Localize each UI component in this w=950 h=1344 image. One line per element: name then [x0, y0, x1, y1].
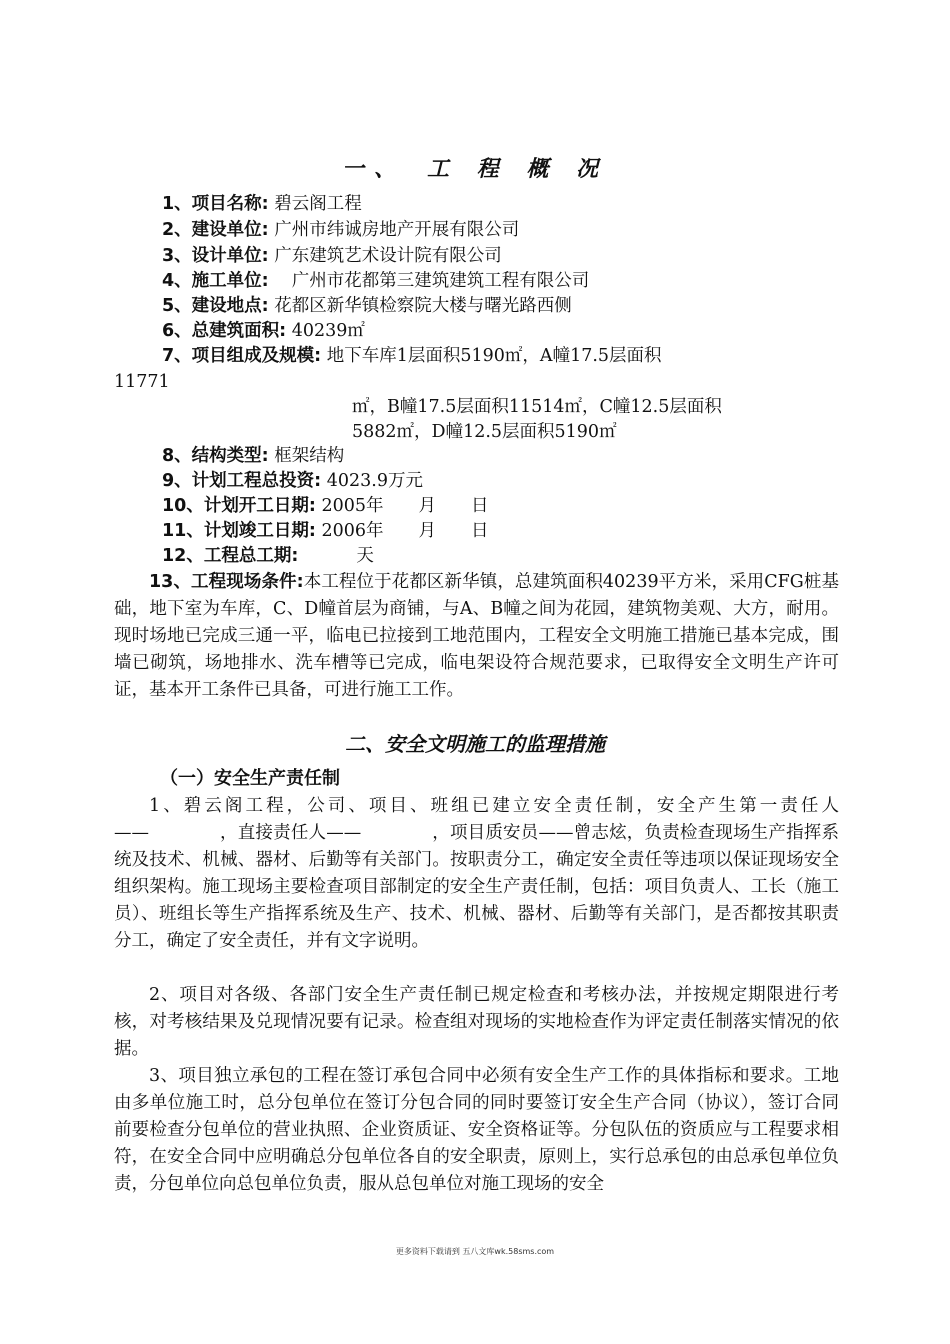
- item-label: 11、计划竣工日期:: [162, 521, 316, 541]
- footer-watermark: 更多资料下载请到 五八文库wk.58sms.com: [395, 1247, 555, 1256]
- item-value: 碧云阁工程: [274, 194, 362, 214]
- item-total-area: [162, 318, 365, 344]
- item-project-name: [162, 191, 362, 217]
- item-value: 花都区新华镇检察院大楼与曙光路西侧: [274, 296, 572, 316]
- item-label: 8、结构类型:: [162, 446, 269, 466]
- item-value: 地下车库1层面积5190㎡，A幢17.5层面积: [326, 346, 662, 366]
- item-label: 7、项目组成及规模:: [162, 346, 322, 366]
- item-label: 10、计划开工日期:: [162, 496, 316, 516]
- paragraph: 1、碧云阁工程，公司、项目、班组已建立安全责任制，安全产生第一责任人—— ，直接责任人—— ，项目质安员——曾志炫，负责检查现场生产指挥系统及技术、机械、器材、后勤等有关部门。按职责分工，确定安全责任等违项以保证现场安全组织架构。施工现场主要检查项目部制定的安全生产责任制，包括：项目负责人、工长（施工员）、班组长等生产指挥系统及生产、技术、机械、器材、后勤等有关部门，是否都按其职责分工，确定了安全责任，并有文字说明。: [114, 796, 839, 951]
- item-start-date: [162, 493, 488, 519]
- item-value: 广州市纬诚房地产开展有限公司: [274, 220, 520, 240]
- item-scale-cont-3: 5882㎡，D幢12.5层面积5190㎡: [352, 422, 617, 442]
- item-value: 广州市花都第三建筑建筑工程有限公司: [274, 271, 590, 291]
- item-value: 本工程位于花都区新华镇，总建筑面积40239平方米，采用CFG桩基础，地下室为车库，C、D幢首层为商铺，与A、B幢之间为花园，建筑物美观、大方，耐用。现时场地已完成三通一平，临电已拉接到工地范围内，工程安全文明施工措施已基本完成，围墙已砌筑，场地排水、洗车槽等已完成，临电架设符合规范要求，已取得安全文明生产许可证，基本开工条件已具备，可进行施工工作。: [114, 572, 839, 700]
- item-value: 广东建筑艺术设计院有限公司: [274, 246, 502, 266]
- item-value: 框架结构: [274, 446, 345, 466]
- item-label: 3、设计单位:: [162, 246, 269, 266]
- section-2-title: 二、安全文明施工的监理措施: [345, 732, 605, 756]
- item-scale: [162, 343, 662, 369]
- item-label: 9、计划工程总投资:: [162, 471, 322, 491]
- paragraph: 2、项目对各级、各部门安全生产责任制已规定检查和考核办法，并按规定期限进行考核，对考核结果及兑现情况要有记录。检查组对现场的实地检查作为评定责任制落实情况的依据。: [114, 985, 839, 1059]
- item-label: 12、工程总工期:: [162, 546, 299, 566]
- item-label: 1、项目名称:: [162, 194, 269, 214]
- item-value: 4023.9万元: [326, 471, 423, 491]
- item-label: 6、总建筑面积:: [162, 321, 287, 341]
- item-value: 2005年 月 日: [321, 496, 489, 516]
- item-label: 2、建设单位:: [162, 220, 269, 240]
- subsection-title: （一）安全生产责任制: [160, 768, 340, 789]
- item-label: 5、建设地点:: [162, 296, 269, 316]
- item-value: 2006年 月 日: [321, 521, 489, 541]
- item-scale-cont-2: ㎡，B幢17.5层面积11514㎡，C幢12.5层面积: [352, 397, 722, 417]
- item-site-conditions: [114, 569, 839, 704]
- item-structure: [162, 443, 344, 469]
- section-1-title: 一、 工 程 概 况: [342, 157, 608, 182]
- item-contractor: [162, 268, 589, 294]
- paragraph: 3、项目独立承包的工程在签订承包合同中必须有安全生产工作的具体指标和要求。工地由多单位施工时，总分包单位在签订分包合同的同时要签订安全生产合同（协议），签订合同前要检查分包单位的营业执照、企业资质证、安全资格证等。分包队伍的资质应与工程要求相符，在安全合同中应明确总分包单位各自的安全职责，原则上，实行总承包的由总承包单位负责，分包单位向总包单位负责，服从总包单位对施工现场的安全: [114, 1066, 839, 1194]
- item-duration: [162, 543, 374, 569]
- item-location: [162, 293, 572, 319]
- item-scale-cont-1: 11771: [114, 372, 170, 392]
- item-value: 40239㎡: [291, 321, 365, 341]
- item-designer: [162, 243, 502, 269]
- item-label: 13、工程现场条件:: [149, 572, 304, 592]
- item-value: 天: [303, 546, 374, 566]
- item-end-date: [162, 518, 488, 544]
- item-label: 4、施工单位:: [162, 271, 269, 291]
- item-investment: [162, 468, 423, 494]
- item-developer: [162, 217, 519, 243]
